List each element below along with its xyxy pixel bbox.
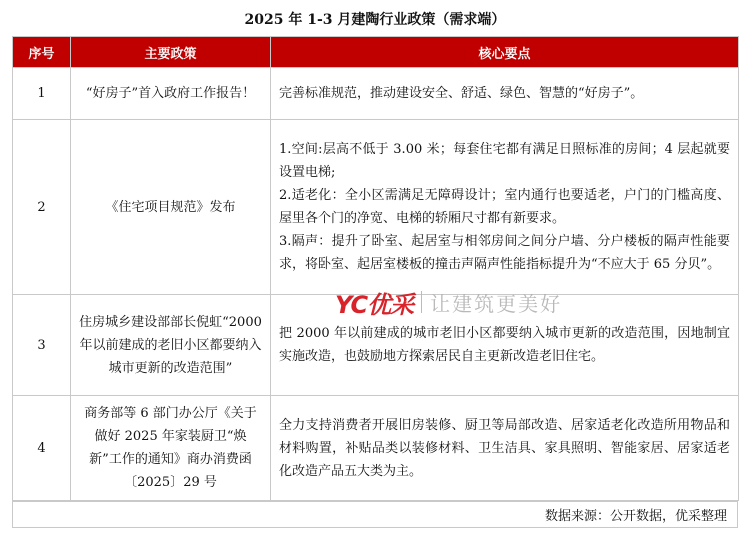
header-points: 核心要点: [271, 37, 739, 68]
table-row: [13, 68, 739, 120]
watermark-logo: YC优采: [335, 290, 414, 319]
table-title: 2025 年 1-3 月建陶行业政策（需求端）: [244, 12, 506, 28]
policy-cell: 住房城乡建设部部长倪虹“2000 年以前建成的老旧小区都要纳入城市更新的改造范围”: [71, 295, 271, 396]
row-number: 1: [13, 68, 71, 120]
table-row: [13, 295, 739, 396]
watermark-slogan: 让建筑更美好: [430, 291, 563, 316]
point-line: 全力支持消费者开展旧房装修、厨卫等局部改造、居家适老化改造所用物品和材料购置，补贴品类以装修材料、卫生洁具、家具照明、智能家居、居家适老化改造产品五大类为主。: [279, 417, 730, 479]
policy-cell: 商务部等 6 部门办公厅《关于做好 2025 年家装厨卫“焕新”工作的通知》商办消费函〔2025〕29 号: [71, 396, 271, 501]
data-source-note: 数据来源：公开数据，优采整理: [12, 501, 738, 528]
row-number: 4: [13, 396, 71, 501]
table-header-row: [13, 37, 739, 68]
points-cell: [271, 396, 739, 501]
policy-cell: “好房子”首入政府工作报告！: [71, 68, 271, 120]
point-line: 2.适老化：全小区需满足无障碍设计；室内通行也要适老，户门的门槛高度、屋里各个门的净宽、电梯的轿厢尺寸都有新要求。: [279, 188, 730, 226]
policy-table: [12, 36, 739, 501]
points-cell: [271, 68, 739, 120]
point-line: 1.空间:层高不低于 3.00 米；每套住宅都有满足日照标准的房间；4 层起就要设置电梯;: [279, 142, 730, 180]
points-cell: [271, 295, 739, 396]
policy-cell: 《住宅项目规范》发布: [71, 120, 271, 295]
header-policy: 主要政策: [71, 37, 271, 68]
point-line: 完善标准规范，推动建设安全、舒适、绿色、智慧的“好房子”。: [279, 86, 644, 101]
point-line: 3.隔声：提升了卧室、起居室与相邻房间之间分户墙、分户楼板的隔声性能要求，将卧室、起居室楼板的撞击声隔声性能指标提升为“不应大于 65 分贝”。: [279, 234, 730, 272]
points-cell: [271, 120, 739, 295]
row-number: 2: [13, 120, 71, 295]
point-line: 把 2000 年以前建成的城市老旧小区都要纳入城市更新的改造范围，因地制宜实施改造，也鼓励地方探索居民自主更新改造老旧住宅。: [279, 326, 730, 364]
row-number: 3: [13, 295, 71, 396]
table-row: [13, 120, 739, 295]
header-no: 序号: [13, 37, 71, 68]
table-row: [13, 396, 739, 501]
